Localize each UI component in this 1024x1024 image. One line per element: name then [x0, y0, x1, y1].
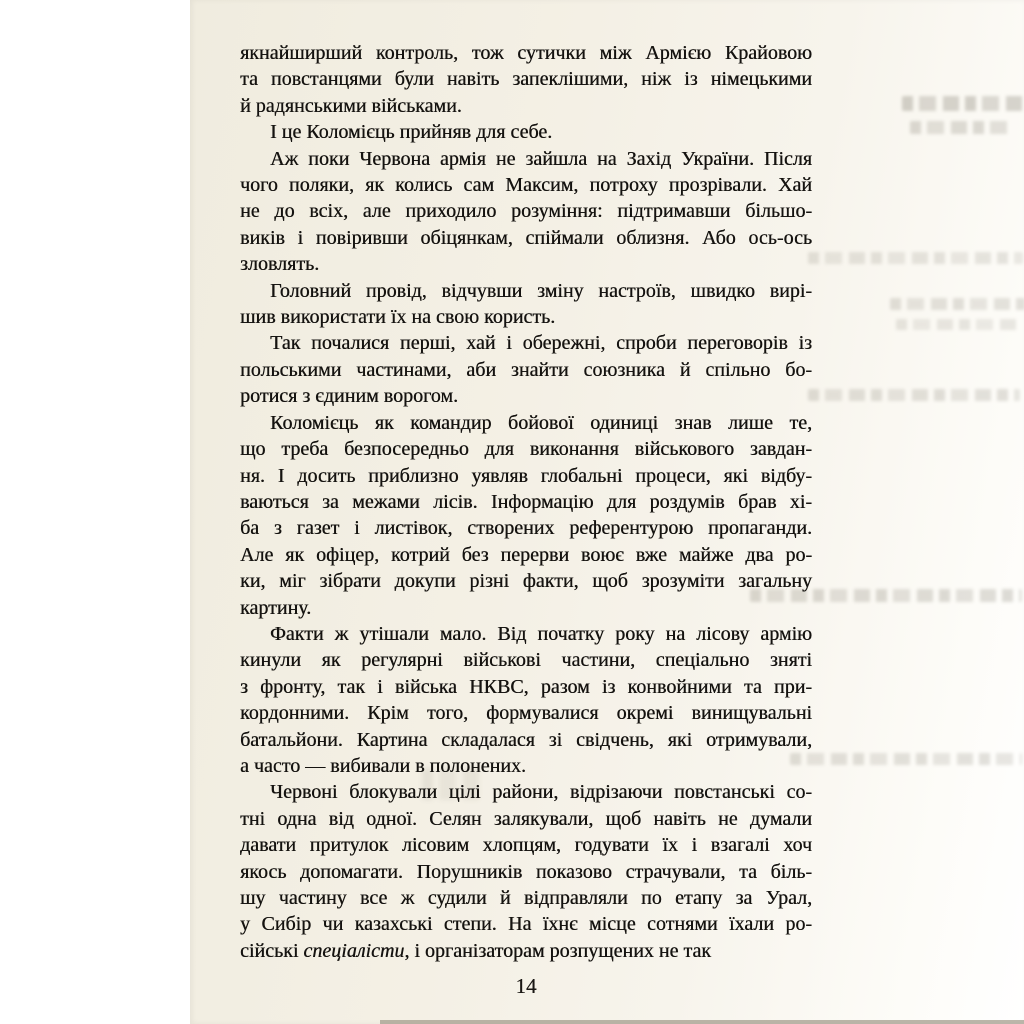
text-block: [240, 40, 812, 964]
bleed-through-artifact: [896, 319, 1020, 330]
text-segment: сійські: [240, 939, 304, 962]
bleed-through-artifact: [790, 753, 1022, 765]
page-bottom-edge-shadow: [380, 1020, 1024, 1024]
text-line: польськими частинами, аби знайти союзника й спільно бо-: [240, 358, 812, 381]
text-line: ваються за межами лісів. Інформацію для роздумів брав хі-: [240, 490, 812, 513]
text-line: у Сибір чи казахські степи. На їхнє місце сотнями їхали ро-: [240, 913, 812, 936]
text-line: шу частину все ж судили й відправляли по етапу за Урал,: [240, 887, 812, 909]
text-line: й радянськими військами.: [240, 94, 462, 117]
text-line: чого поляки, як колись сам Максим, потроху прозрівали. Хай: [240, 174, 812, 197]
bleed-through-artifact: [808, 389, 1020, 401]
text-line: Червоні блокували цілі райони, відрізаючи повстанські со-: [270, 781, 812, 804]
bleed-through-artifact: [890, 298, 1024, 310]
text-line: шив використати їх на свою користь.: [240, 306, 556, 329]
text-line: Але як офіцер, котрий без перерви воює вже майже два ро-: [240, 543, 812, 566]
bleed-through-artifact: [902, 96, 1024, 111]
text-line: Аж поки Червона армія не зайшла на Захід України. Після: [270, 147, 812, 170]
bleed-through-artifact: [808, 252, 1023, 264]
text-line: не до всіх, але приходило розуміння: підтримавши більшо-: [240, 200, 812, 223]
page-number: 14: [515, 974, 537, 998]
text-line: ня. І досить приблизно уявляв глобальні процеси, які відбу-: [240, 464, 812, 487]
italic-text: спеціалісти: [303, 939, 405, 962]
text-line: ротися з єдиним ворогом.: [240, 385, 458, 408]
text-line: та повстанцями були навіть запеклішими, ніж із німецькими: [240, 68, 812, 91]
text-line: ки, міг зібрати докупи різні факти, щоб зрозуміти загальну: [240, 570, 812, 593]
text-line: з фронту, так і війська НКВС, разом із конвойними та при-: [240, 675, 812, 698]
text-line: якнайширший контроль, тож сутички між Армією Крайовою: [240, 42, 812, 64]
text-line: Головний провід, відчувши зміну настроїв, швидко вирі-: [270, 279, 812, 302]
text-line: якось допомагати. Порушників показово страчували, та біль-: [240, 860, 812, 883]
text-line: [240, 938, 812, 964]
text-line: Коломієць як командир бойової одиниці знав лише те,: [270, 411, 812, 434]
text-line: що треба безпосередньо для виконання військового завдан-: [240, 438, 812, 461]
text-line: батальйони. Картина складалася зі свідчень, які отримували,: [240, 728, 812, 751]
text-line: а часто — вибивали в полонених.: [240, 754, 526, 777]
text-segment: , і організаторам розпущених не так: [404, 939, 711, 962]
text-line: тні одна від одної. Селян залякували, щоб навіть не думали: [240, 807, 812, 830]
text-line: виків і повіривши обіцянкам, спіймали облизня. Або ось-ось: [240, 226, 812, 249]
text-line: Так почалися перші, хай і обережні, спроби переговорів із: [270, 332, 812, 355]
text-line: давати притулок лісовим хлопцям, годувати їх і взагалі хоч: [240, 834, 812, 857]
text-line: картину.: [240, 596, 312, 619]
text-line: зловлять.: [240, 253, 320, 276]
text-line: І це Коломієць прийняв для себе.: [270, 121, 553, 144]
text-line: Факти ж утішали мало. Від початку року на лісову армію: [270, 622, 812, 645]
text-line: ба з газет і листівок, створених референтурою пропаганди.: [240, 517, 812, 540]
text-line: кордонними. Крім того, формувалися окремі винищувальні: [240, 702, 812, 725]
text-line: кинули як регулярні військові частини, спеціально зняті: [240, 649, 812, 672]
bleed-through-artifact: [910, 121, 1012, 134]
